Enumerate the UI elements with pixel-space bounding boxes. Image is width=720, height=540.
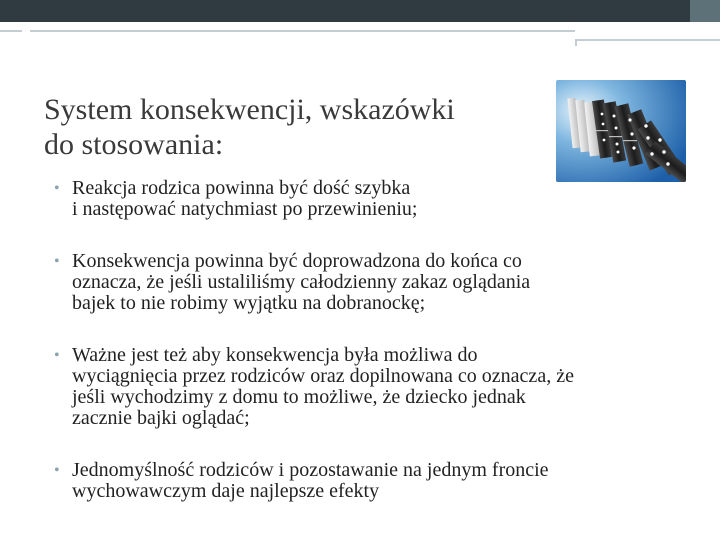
bullet-text bbox=[72, 344, 574, 429]
header-gap bbox=[0, 22, 720, 30]
bullet-line: Jednomyślność rodziców i pozostawanie na jednym froncie bbox=[72, 459, 549, 481]
bullet-text bbox=[72, 178, 532, 220]
divider-line-right bbox=[30, 30, 575, 32]
title-line-2: do stosowania: bbox=[44, 128, 224, 161]
divider-line-lower bbox=[575, 39, 720, 41]
bullet-line: bajek to nie robimy wyjątku na dobranockę; bbox=[72, 292, 426, 314]
bullet-line: wychowawczym daje najlepsze efekty bbox=[72, 480, 380, 502]
bullet-marker: • bbox=[54, 253, 60, 270]
bullet-marker: • bbox=[54, 180, 60, 197]
bullet-item bbox=[52, 178, 672, 220]
bullet-line: oznacza, że jeśli ustaliliśmy całodzienny zakaz oglądania bbox=[72, 271, 531, 293]
header-accent bbox=[690, 0, 720, 22]
slide-title bbox=[44, 92, 544, 162]
title-line-1: System konsekwencji, wskazówki bbox=[44, 93, 455, 126]
bullet-item bbox=[52, 345, 672, 429]
divider-line-left bbox=[0, 30, 22, 32]
bullet-text bbox=[72, 459, 549, 502]
bullet-line: Reakcja rodzica powinna być dość szybka bbox=[72, 177, 411, 199]
bullet-item bbox=[52, 460, 672, 502]
bullet-item bbox=[52, 251, 672, 314]
bullet-line: Konsekwencja powinna być doprowadzona do końca co bbox=[72, 250, 522, 272]
bullet-marker: • bbox=[54, 462, 60, 479]
bullet-line: zacznie bajki oglądać; bbox=[72, 407, 250, 429]
bullet-line: jeśli wychodzimy z domu to możliwe, że dziecko jednak bbox=[72, 386, 526, 408]
bullet-marker: • bbox=[54, 347, 60, 364]
bullet-list bbox=[52, 178, 672, 502]
bullet-text bbox=[72, 250, 530, 314]
bullet-line: i następować natychmiast po przewinieniu; bbox=[72, 198, 418, 220]
header-band bbox=[0, 0, 690, 22]
bullet-line: wyciągnięcia przez rodziców oraz dopilnowana co oznacza, że bbox=[72, 365, 574, 387]
bullet-line: Ważne jest też aby konsekwencja była możliwa do bbox=[72, 344, 478, 366]
dominoes-icon bbox=[556, 80, 686, 182]
